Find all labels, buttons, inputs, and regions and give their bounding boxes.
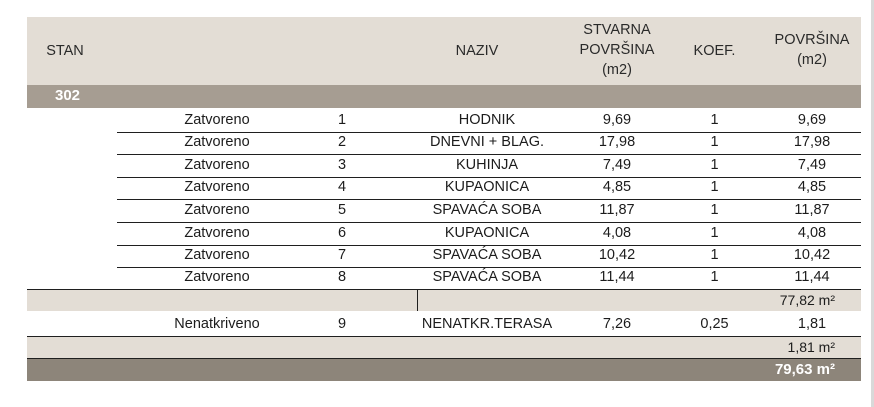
table-row (117, 155, 861, 177)
row-status: Zatvoreno (184, 112, 250, 128)
row-number: 8 (337, 269, 347, 285)
row-coefficient: 1 (710, 134, 719, 150)
row-area: 7,49 (797, 157, 827, 173)
row-room-name: KUPAONICA (444, 179, 530, 195)
row-number: 3 (337, 157, 347, 173)
row-actual-area: 4,85 (602, 179, 632, 195)
row-area: 11,87 (794, 202, 830, 218)
row-coefficient: 1 (710, 202, 719, 218)
header-naziv: NAZIV (455, 43, 499, 59)
unit-band (27, 85, 861, 108)
row-number: 7 (337, 247, 347, 263)
row-coefficient: 0,25 (700, 316, 729, 332)
row-area: 9,69 (797, 112, 827, 128)
table-row (117, 223, 861, 245)
subtotal-divider (417, 290, 418, 311)
row-area: 17,98 (793, 134, 831, 150)
table-row (117, 110, 861, 132)
header-povrsina (762, 30, 862, 70)
header-stvarna-povrsina (567, 20, 667, 80)
row-status: Zatvoreno (184, 269, 250, 285)
row-room-name: KUHINJA (455, 157, 519, 173)
table-row (117, 200, 861, 222)
subtotal-closed: 77,82 m² (779, 292, 835, 308)
row-actual-area: 11,44 (599, 269, 635, 285)
row-status: Zatvoreno (184, 179, 250, 195)
row-room-name: SPAVAĆA SOBA (432, 247, 542, 263)
row-room-name: NENATKR.TERASA (421, 316, 553, 332)
table-row (117, 132, 861, 154)
row-actual-area: 7,26 (602, 316, 632, 332)
row-number: 2 (337, 134, 347, 150)
subtotal-open: 1,81 m² (787, 339, 835, 355)
row-number: 6 (337, 225, 347, 241)
row-area: 4,08 (797, 225, 827, 241)
table-header (27, 17, 861, 85)
row-room-name: DNEVNI + BLAG. (429, 134, 545, 150)
row-actual-area: 4,08 (602, 225, 632, 241)
header-koef: KOEF. (693, 43, 736, 59)
row-status: Zatvoreno (184, 134, 250, 150)
total-row (27, 359, 861, 381)
row-room-name: KUPAONICA (444, 225, 530, 241)
row-coefficient: 1 (710, 112, 719, 128)
row-coefficient: 1 (710, 247, 719, 263)
row-coefficient: 1 (710, 225, 719, 241)
row-room-name: SPAVAĆA SOBA (432, 269, 542, 285)
row-coefficient: 1 (710, 269, 719, 285)
unit-number: 302 (55, 87, 81, 104)
row-number: 1 (337, 112, 347, 128)
row-status: Zatvoreno (184, 202, 250, 218)
header-povrsina-line2: (m2) (797, 52, 827, 68)
row-actual-area: 17,98 (598, 134, 636, 150)
row-actual-area: 7,49 (602, 157, 632, 173)
header-stan: STAN (46, 43, 84, 59)
row-actual-area: 10,42 (598, 247, 636, 263)
row-area: 1,81 (797, 316, 827, 332)
header-stvarna-line2: POVRŠINA (579, 42, 655, 58)
row-actual-area: 9,69 (602, 112, 632, 128)
table-row-open (117, 314, 861, 336)
row-room-name: HODNIK (458, 112, 516, 128)
area-table (27, 17, 861, 381)
table-row (117, 245, 861, 267)
row-area: 4,85 (797, 179, 827, 195)
row-status: Nenatkriveno (174, 316, 260, 332)
subtotal-closed-row (27, 290, 861, 311)
row-area: 10,42 (793, 247, 831, 263)
row-coefficient: 1 (710, 157, 719, 173)
header-stvarna-line3: (m2) (602, 62, 632, 78)
row-status: Zatvoreno (184, 225, 250, 241)
row-area: 11,44 (794, 269, 830, 285)
row-status: Zatvoreno (184, 157, 250, 173)
row-number: 4 (337, 179, 347, 195)
header-stvarna-line1: STVARNA (583, 22, 651, 38)
table-row (117, 267, 861, 289)
header-povrsina-line1: POVRŠINA (774, 32, 850, 48)
row-room-name: SPAVAĆA SOBA (432, 202, 542, 218)
row-status: Zatvoreno (184, 247, 250, 263)
row-number: 5 (337, 202, 347, 218)
row-coefficient: 1 (710, 179, 719, 195)
total-area: 79,63 m² (774, 361, 835, 378)
table-row (117, 177, 861, 199)
row-number: 9 (337, 316, 347, 332)
row-actual-area: 11,87 (599, 202, 635, 218)
subtotal-open-row (27, 337, 861, 358)
